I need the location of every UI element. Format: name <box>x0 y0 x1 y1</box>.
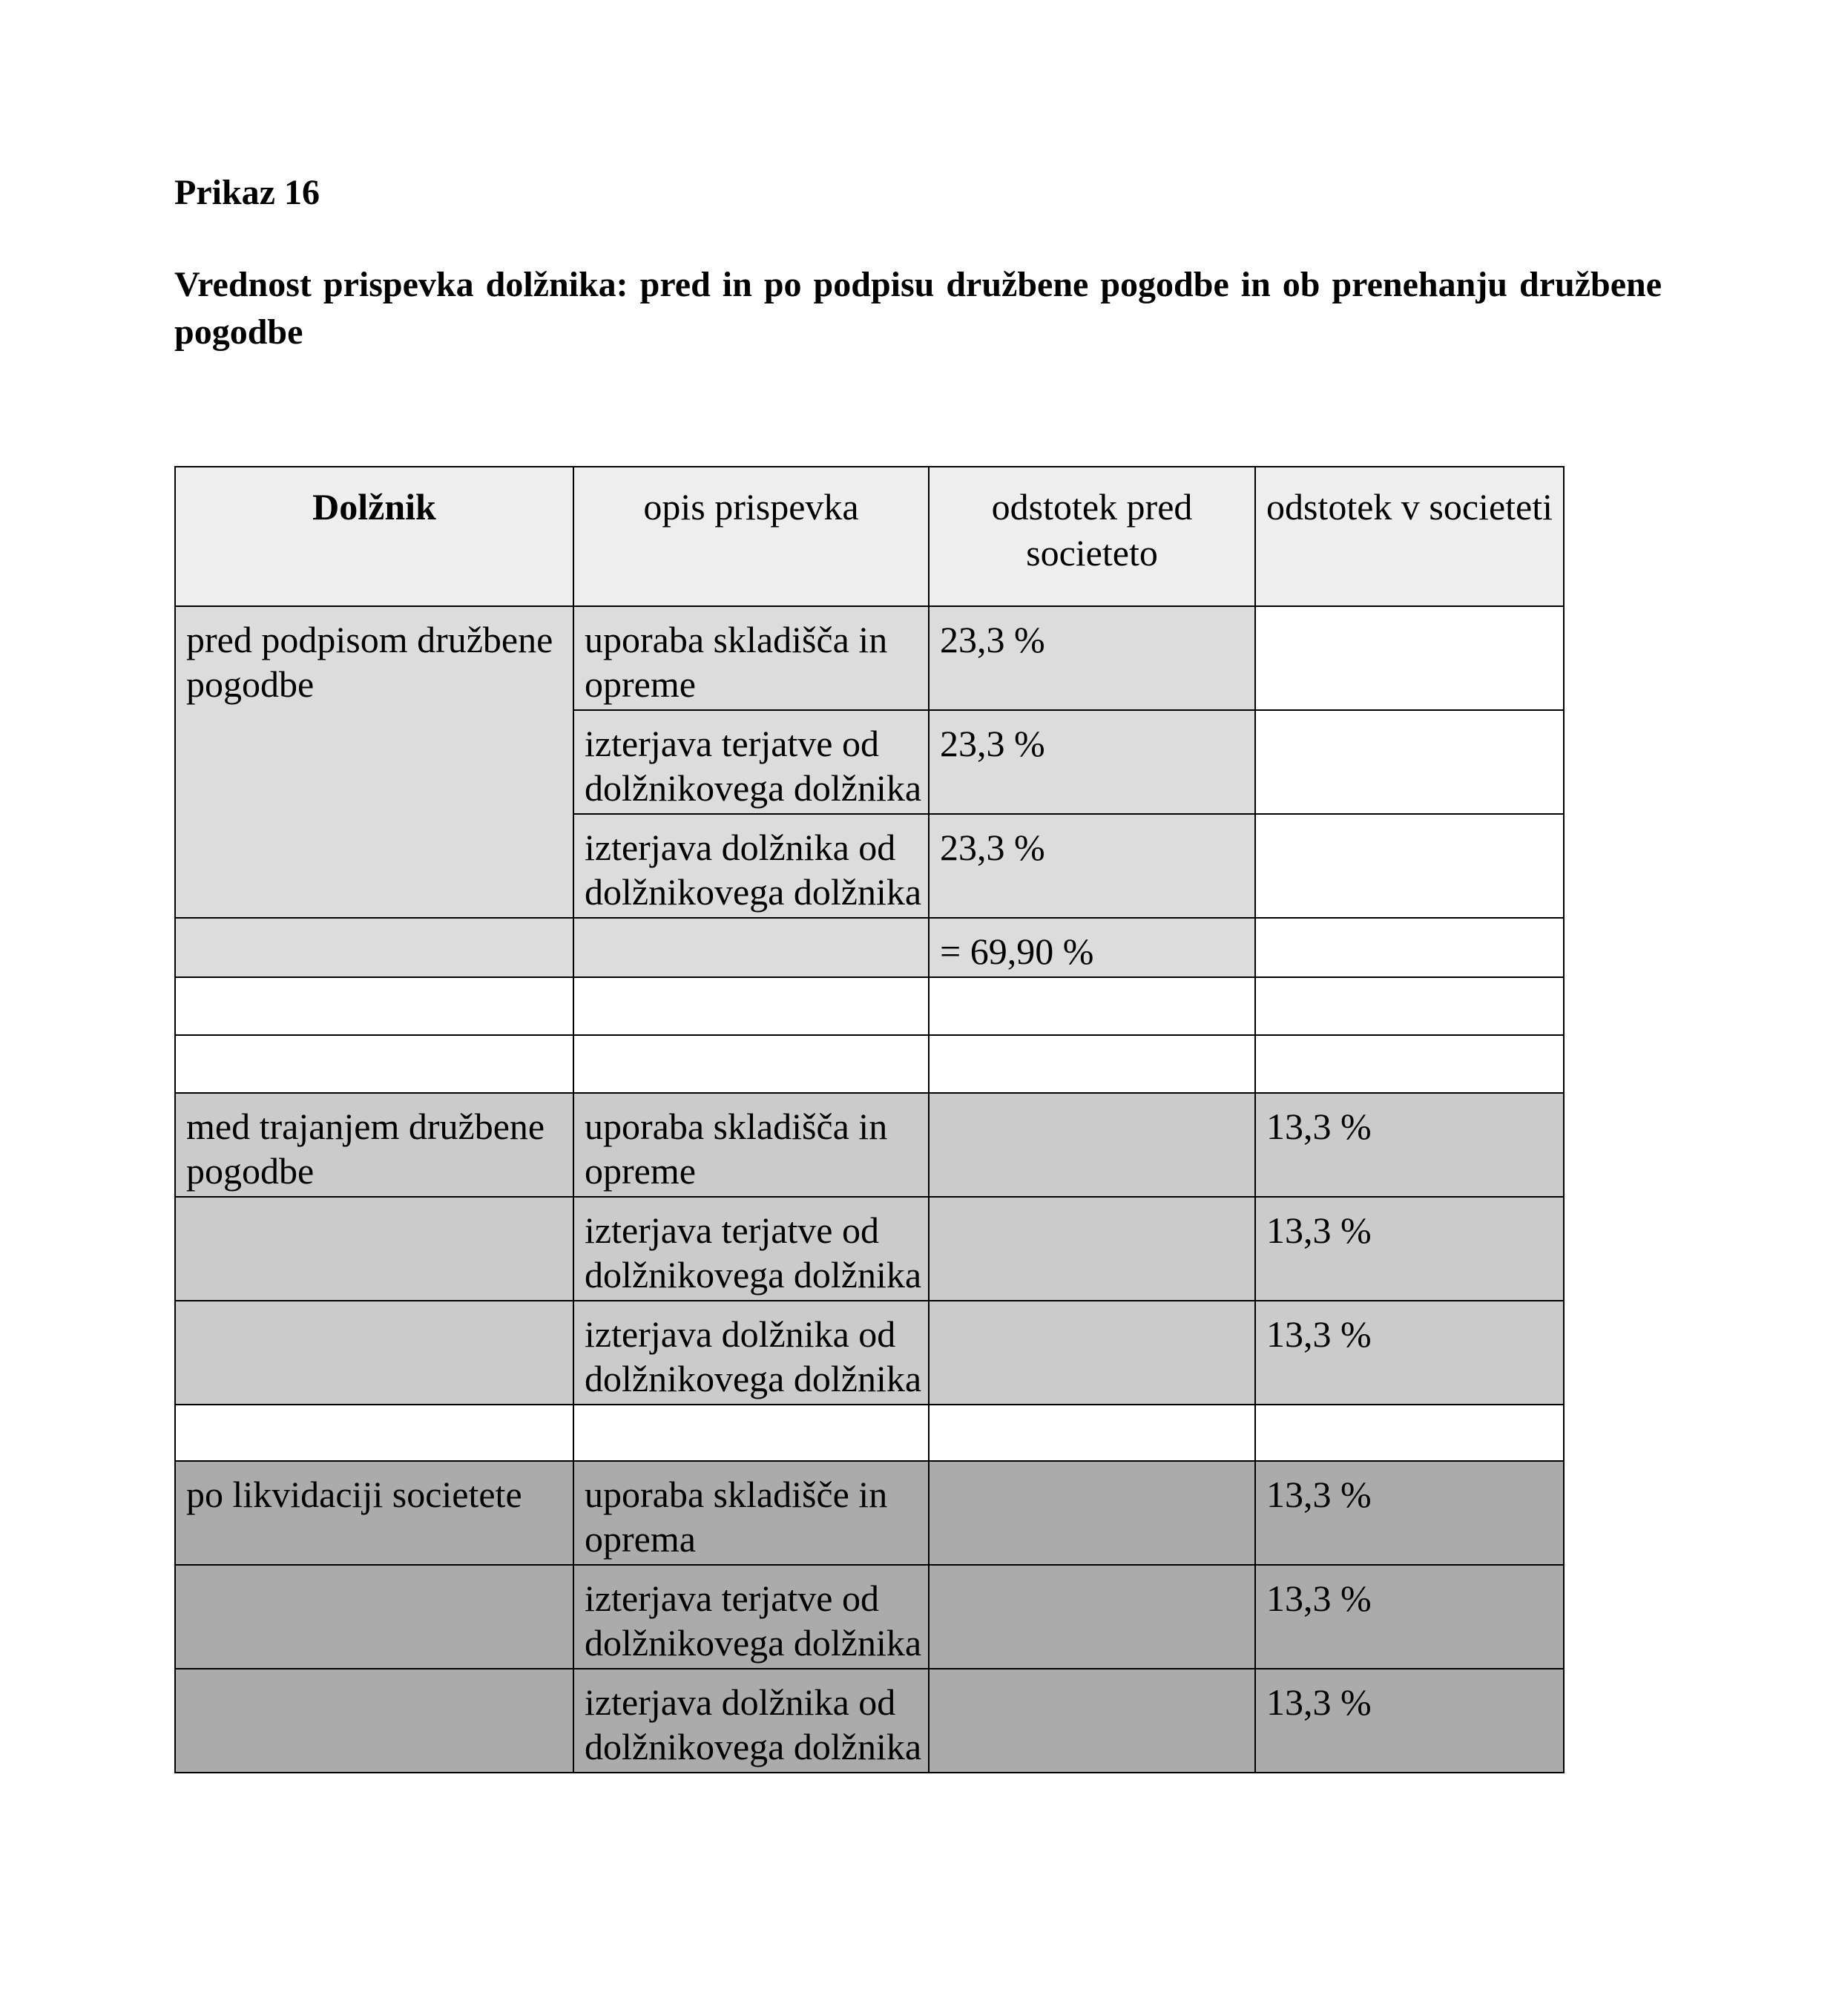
table-cell: 13,3 % <box>1255 1461 1564 1565</box>
table-cell <box>929 1035 1255 1093</box>
table-cell <box>175 918 573 977</box>
table-cell <box>175 1405 573 1461</box>
table-cell <box>929 977 1255 1035</box>
table-cell: izterjava dolžnika od dolžnikovega dolžnika <box>573 814 929 918</box>
table-cell <box>1255 606 1564 710</box>
document-title: Vrednost prispevka dolžnika: pred in po podpisu družbene pogodbe in ob prenehanju družbene pogodbe <box>174 265 1662 352</box>
table-row <box>175 918 1564 977</box>
table-row <box>175 1035 1564 1093</box>
table-cell: 13,3 % <box>1255 1197 1564 1301</box>
table-cell <box>175 1565 573 1669</box>
table-row <box>175 1405 1564 1461</box>
table-cell <box>175 1301 573 1405</box>
table-cell <box>929 1405 1255 1461</box>
figure-label: Prikaz 16 <box>174 173 320 212</box>
table-cell: uporaba skladišče in oprema <box>573 1461 929 1565</box>
table-header-row <box>175 467 1564 606</box>
table-cell <box>929 1669 1255 1773</box>
table-cell: izterjava terjatve od dolžnikovega dolžnika <box>573 1197 929 1301</box>
col-header-dolznik: Dolžnik <box>175 467 573 606</box>
table-cell: 23,3 % <box>929 814 1255 918</box>
table-cell <box>1255 814 1564 918</box>
table-cell <box>1255 710 1564 814</box>
table-cell: uporaba skladišča in opreme <box>573 606 929 710</box>
table-cell <box>1255 1405 1564 1461</box>
table-cell <box>929 1093 1255 1197</box>
table-cell: izterjava dolžnika od dolžnikovega dolžnika <box>573 1669 929 1773</box>
contribution-table <box>174 466 1565 1773</box>
table-row <box>175 1565 1564 1669</box>
table-cell <box>175 1669 573 1773</box>
table-cell: 13,3 % <box>1255 1093 1564 1197</box>
table-cell: uporaba skladišča in opreme <box>573 1093 929 1197</box>
table-cell <box>929 1301 1255 1405</box>
table-row <box>175 977 1564 1035</box>
table-cell: 13,3 % <box>1255 1301 1564 1405</box>
table-row <box>175 1669 1564 1773</box>
table-cell: 23,3 % <box>929 710 1255 814</box>
table-cell <box>1255 918 1564 977</box>
table-cell: 13,3 % <box>1255 1669 1564 1773</box>
table-cell <box>175 1035 573 1093</box>
table-row <box>175 1301 1564 1405</box>
table-row <box>175 1093 1564 1197</box>
table-row <box>175 1197 1564 1301</box>
table-cell: med trajanjem družbene pogodbe <box>175 1093 573 1197</box>
table-cell <box>175 977 573 1035</box>
table-cell <box>175 1197 573 1301</box>
table-cell <box>929 1197 1255 1301</box>
table-cell <box>573 1405 929 1461</box>
table-row <box>175 1461 1564 1565</box>
table-cell <box>573 918 929 977</box>
table-cell: 13,3 % <box>1255 1565 1564 1669</box>
table-cell <box>573 977 929 1035</box>
table-cell: izterjava terjatve od dolžnikovega dolžnika <box>573 1565 929 1669</box>
table-body <box>175 606 1564 1773</box>
table-cell <box>573 1035 929 1093</box>
table-cell <box>1255 1035 1564 1093</box>
col-header-odstotek-v-societeti: odstotek v societeti <box>1255 467 1564 606</box>
table-row <box>175 606 1564 710</box>
table-cell: izterjava terjatve od dolžnikovega dolžnika <box>573 710 929 814</box>
table-cell: po likvidaciji societete <box>175 1461 573 1565</box>
table-cell: 23,3 % <box>929 606 1255 710</box>
col-header-odstotek-pred-societeto: odstotek pred societeto <box>929 467 1255 606</box>
col-header-opis-prispevka: opis prispevka <box>573 467 929 606</box>
table-cell: pred podpisom družbene pogodbe <box>175 606 573 918</box>
table-cell <box>929 1461 1255 1565</box>
table-cell: = 69,90 % <box>929 918 1255 977</box>
table-cell <box>929 1565 1255 1669</box>
table-cell <box>1255 977 1564 1035</box>
table-cell: izterjava dolžnika od dolžnikovega dolžnika <box>573 1301 929 1405</box>
